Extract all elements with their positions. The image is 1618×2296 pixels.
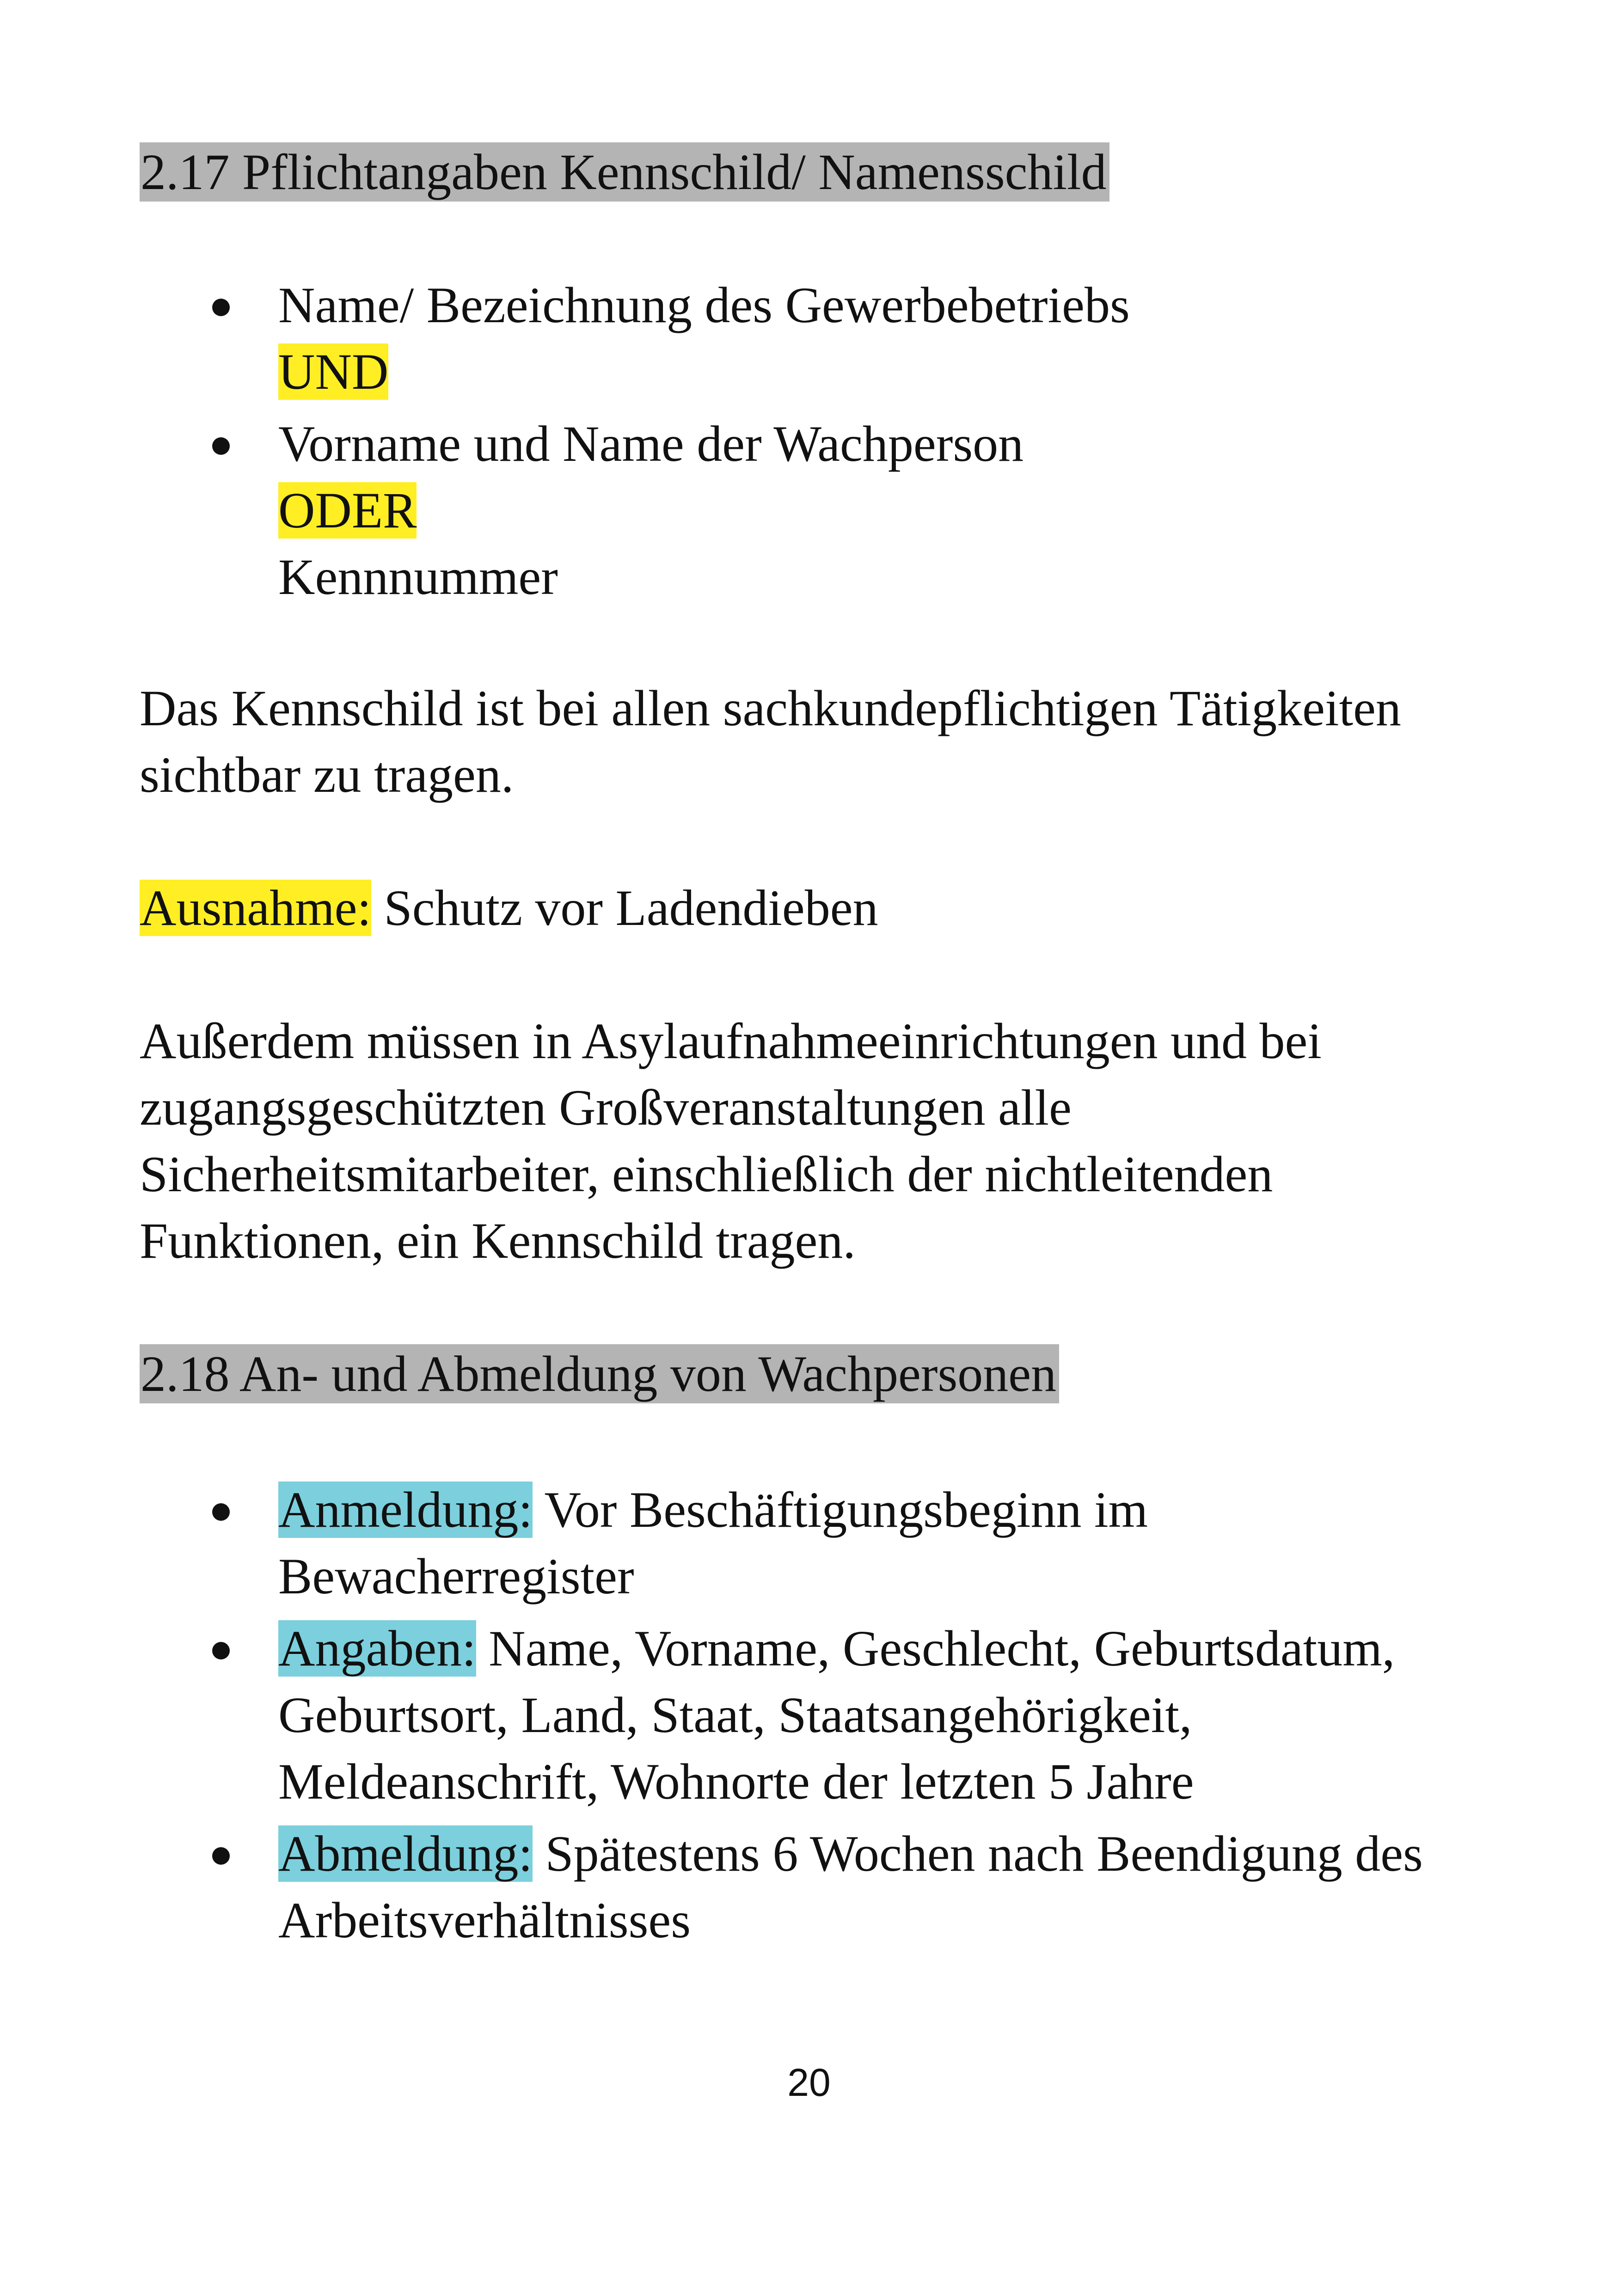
required-info-list	[140, 272, 1503, 610]
list-item-text: Name/ Bezeichnung des Gewerbebetriebs	[278, 277, 1130, 333]
bullet-icon	[212, 1503, 230, 1521]
bullet-icon	[212, 299, 230, 316]
list-item: Abmeldung: Spätestens 6 Wochen nach Beendigung des Arbeitsverhältnisses	[140, 1820, 1503, 1953]
list-item: Angaben: Name, Vorname, Geschlecht, Geburtsdatum, Geburtsort, Land, Staat, Staatsangehörigkeit, Meldeanschrift, Wohnorte der letzten 5 Jahre	[140, 1615, 1503, 1815]
bullet-icon	[212, 1847, 230, 1865]
page-number: 20	[787, 2061, 831, 2104]
bullet-icon	[212, 437, 230, 455]
section-heading-2-17: 2.17 Pflichtangaben Kennschild/ Namensschild	[140, 142, 1109, 202]
list-item	[140, 410, 1503, 610]
exception-text: Schutz vor Ladendieben	[371, 880, 878, 936]
paragraph-additional: Außerdem müssen in Asylaufnahmeeinrichtungen und bei zugangsgeschützten Großveranstaltungen alle Sicherheitsmitarbeiter, einschließlich der nichtleitenden Funktionen, ein Kennschild tragen.	[140, 1013, 1322, 1269]
list-item-text: Vorname und Name der Wachperson	[278, 416, 1024, 472]
section-217-heading-row	[140, 139, 1503, 205]
registration-list	[140, 1476, 1503, 1953]
section-218-heading-row	[140, 1341, 1503, 1407]
connector-und: UND	[278, 343, 389, 400]
exception-label: Ausnahme:	[140, 880, 372, 936]
paragraph-exception	[140, 875, 1503, 941]
page-content	[140, 139, 1503, 1953]
connector-oder: ODER	[278, 482, 417, 539]
bullet-icon	[212, 1642, 230, 1659]
label-angaben: Angaben:	[278, 1620, 476, 1677]
list-item-alt-text: Kennnummer	[278, 549, 558, 605]
label-abmeldung: Abmeldung:	[278, 1825, 533, 1882]
paragraph-visibility: Das Kennschild ist bei allen sachkundepflichtigen Tätigkeiten sichtbar zu tragen.	[140, 680, 1401, 803]
list-item	[140, 272, 1503, 405]
list-item: Anmeldung: Vor Beschäftigungsbeginn im Bewacherregister	[140, 1476, 1503, 1610]
label-anmeldung: Anmeldung:	[278, 1482, 533, 1538]
section-heading-2-18: 2.18 An- und Abmeldung von Wachpersonen	[140, 1344, 1059, 1403]
